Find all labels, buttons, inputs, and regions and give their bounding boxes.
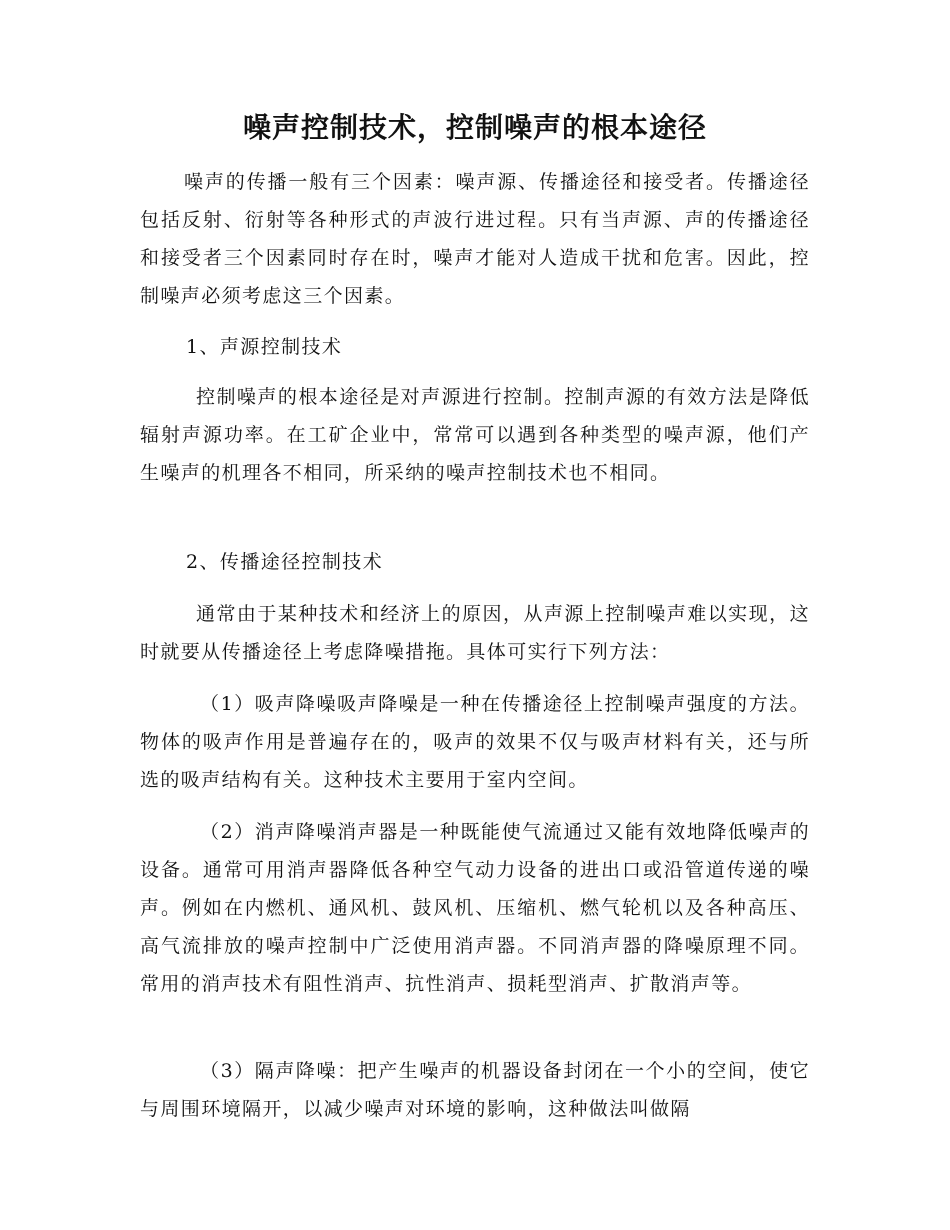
section-heading-source-control: 1、声源控制技术 — [186, 336, 343, 358]
method-absorption-paragraph: （1）吸声降噪吸声降噪是一种在传播途径上控制噪声强度的方法。物体的吸声作用是普遍存在的，吸声的效果不仅与吸声材料有关，还与所选的吸声结构有关。这种技术主要用于室内空间。 — [140, 693, 810, 791]
method-muffler-paragraph: （2）消声降噪消声器是一种既能使气流通过又能有效地降低噪声的设备。通常可用消声器降低各种空气动力设备的进出口或沿管道传递的噪声。例如在内燃机、通风机、鼓风机、压缩机、燃气轮机以及各种高压、高气流排放的噪声控制中广泛使用消声器。不同消声器的降噪原理不同。常用的消声技术有阻性消声、抗性消声、损耗型消声、扩散消声等。 — [140, 821, 810, 995]
method-insulation-paragraph: （3）隔声降噪：把产生噪声的机器设备封闭在一个小的空间，使它与周围环境隔开，以减少噪声对环境的影响，这种做法叫做隔 — [140, 1060, 810, 1120]
document-title: 噪声控制技术，控制噪声的根本途径 — [242, 111, 707, 144]
source-control-paragraph: 控制噪声的根本途径是对声源进行控制。控制声源的有效方法是降低辐射声源功率。在工矿企业中，常常可以遇到各种类型的噪声源，他们产生噪声的机理各不相同，所采纳的噪声控制技术也不相同。 — [140, 386, 810, 484]
intro-paragraph: 噪声的传播一般有三个因素：噪声源、传播途径和接受者。传播途径包括反射、衍射等各种形式的声波行进过程。只有当声源、声的传播途径和接受者三个因素同时存在时，噪声才能对人造成干扰和危害。因此，控制噪声必须考虑这三个因素。 — [140, 171, 810, 307]
section-heading-path-control: 2、传播途径控制技术 — [186, 551, 384, 573]
path-control-paragraph: 通常由于某种技术和经济上的原因，从声源上控制噪声难以实现，这时就要从传播途径上考虑降噪措拖。具体可实行下列方法： — [140, 603, 810, 663]
